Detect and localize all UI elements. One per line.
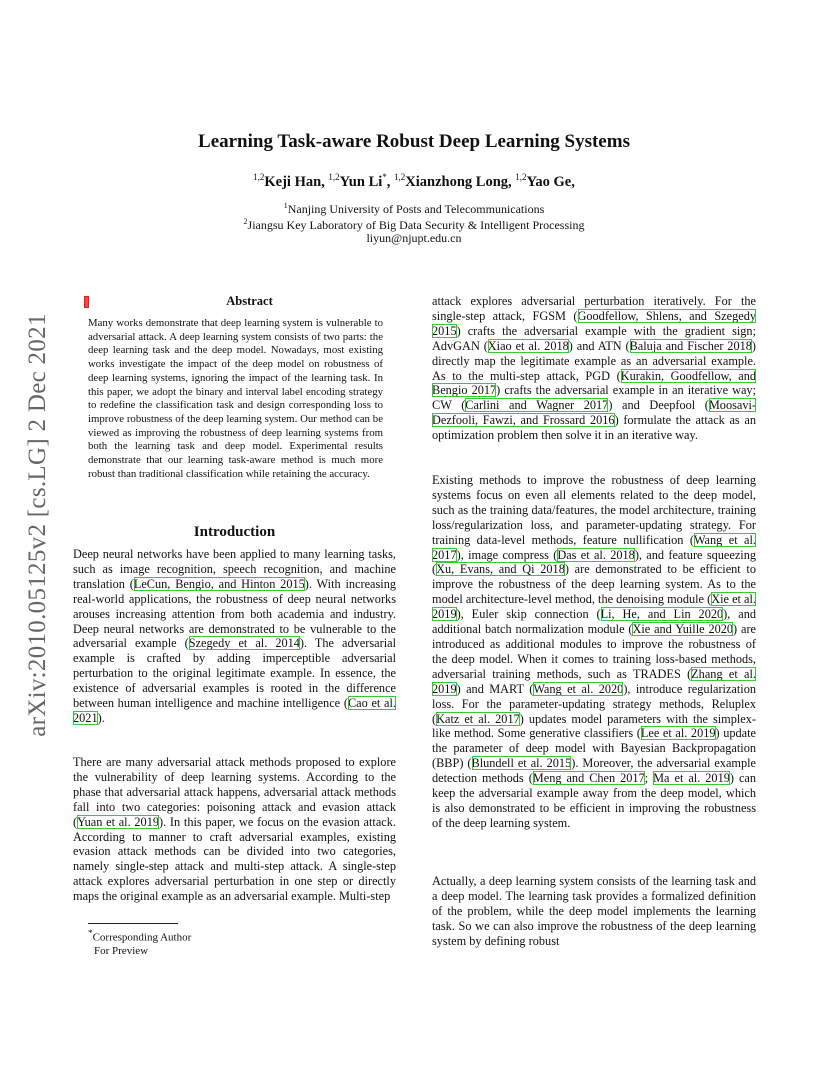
affiliation-2: $^2$Jiangsu Key Laboratory of Big Data Security & Intelligent Processing (243, 217, 585, 232)
citation-link[interactable]: Lee et al. 2019 (640, 726, 716, 741)
citation-link[interactable]: Katz et al. 2017 (436, 711, 520, 726)
citation-link[interactable]: Zhang et al. 2019 (432, 666, 756, 696)
intro-paragraph-1: Deep neural networks have been applied to many learning tasks, such as image recognition, speech recognition, and machine translation (LeCun, Bengio, and Hinton 2015). With increasing real-world applications, the robustness of deep neural networks arouses increasing attention from both academia and industry. Deep neural networks are demonstrated to be vulnerable to the adversarial example (Szegedy et al. 2014). The adversarial example is crafted by adding imperceptible adversarial perturbation to the original legitimate example. In essence, the existence of adversarial examples is rooted in the difference between human intelligence and machine intelligence (Cao et al. 2021). (73, 547, 396, 725)
citation-link[interactable]: Meng and Chen 2017 (532, 771, 645, 786)
citation-link[interactable]: Goodfellow, Shlens, and Szegedy 2015 (432, 308, 756, 338)
citation-link[interactable]: Baluja and Fischer 2018 (629, 338, 752, 353)
citation-link[interactable]: Ma et al. 2019 (653, 771, 730, 786)
right-paragraph-3: Actually, a deep learning system consists of the learning task and a deep model. The learning task provides a formalized definition of the problem, while the deep model implements the learning task. So we can also improve the robustness of the deep learning system by defining robust (432, 874, 756, 948)
right-paragraph-2: Existing methods to improve the robustness of deep learning systems focus on even all elements related to the deep model, such as the training data/features, the model architecture, training loss/regularization loss, and parameter-updating strategy. For training data-level methods, feature nullification (Wang et al. 2017), image compress (Das et al. 2018), and feature squeezing (Xu, Evans, and Qi 2018) are demonstrated to be efficient to improve the robustness of the deep learning system. As to the model architecture-level method, the denoising module (Xie et al. 2019), Euler skip connection (Li, He, and Lin 2020), and additional batch normalization module (Xie and Yuille 2020) are introduced as additional modules to improve the robustness of the deep model. When it comes to training loss-based methods, adversarial training methods, such as TRADES (Zhang et al. 2019) and MART (Wang et al. 2020), introduce regularization loss. For the parameter-updating strategy methods, Reluplex (Katz et al. 2017) updates model parameters with the simplex-like method. Some generative classifiers (Lee et al. 2019) update the parameter of deep model with Bayesian Backpropagation (BBP) (Blundell et al. 2015). Moreover, the adversarial example detection methods (Meng and Chen 2017; Ma et al. 2019) can keep the adversarial example away from the deep model, which is also demonstrated to be efficient in improving the robustness of the deep learning system. (432, 473, 757, 830)
citation-link[interactable]: LeCun, Bengio, and Hinton 2015 (133, 576, 305, 591)
author-list (0, 172, 828, 191)
footnote-line-1: *Corresponding Author (88, 928, 192, 944)
affiliation-1: $^1$Nanjing University of Posts and Telecommunications (283, 201, 545, 216)
abstract-heading: Abstract (226, 294, 273, 308)
author-2: $^{1,2}$Yun Li*, (328, 172, 391, 190)
citation-link[interactable]: Blundell et al. 2015 (471, 756, 572, 771)
citation-link[interactable]: Wang et al. 2020 (533, 681, 624, 696)
footnote (88, 927, 191, 958)
citation-link[interactable]: Wang et al. 2017 (432, 532, 756, 562)
citation-link[interactable]: Xie and Yuille 2020 (632, 622, 734, 637)
citation-link[interactable]: Kurakin, Goodfellow, and Bengio 2017 (432, 368, 756, 398)
citation-link[interactable]: Moosavi-Dezfooli, Fawzi, and Frossard 2016 (432, 398, 757, 428)
abstract-body: Many works demonstrate that deep learning system is vulnerable to adversarial attack. A deep learning system consists of two parts: the deep learning task and the deep model. Nowadays, most existing works investigate the impact of the deep model on robustness of deep learning systems, ignoring the impact of the learning task. In this paper, we adopt the binary and interval label encoding strategy to redefine the classification task and design corresponding loss to improve robustness of the deep learning system. Our method can be viewed as improving the robustness of deep learning systems from both the learning task and deep model. Experimental results demonstrate that our learning task-aware method is much more robust than traditional classification while retaining the accuracy. (88, 317, 383, 480)
arxiv-identifier-text: arXiv:2010.05125v2 [cs.LG] 2 Dec 2021 (24, 313, 51, 737)
paper-title: Learning Task-aware Robust Deep Learning Systems (198, 131, 630, 152)
citation-link[interactable]: Szegedy et al. 2014 (188, 636, 300, 651)
arxiv-identifier-sidebar (8, 290, 68, 760)
author-1: $^{1,2}$Keji Han, (253, 172, 325, 190)
footnote-line-2: For Preview (94, 944, 149, 957)
author-4: $^{1,2}$Yao Ge, (515, 172, 575, 190)
citation-link[interactable]: Xie et al. 2019 (432, 592, 756, 622)
footnote-divider (88, 923, 178, 924)
citation-link[interactable]: Yuan et al. 2019 (77, 814, 160, 829)
introduction-heading: Introduction (193, 524, 276, 540)
citation-link[interactable]: Cao et al. 2021 (73, 696, 396, 725)
right-paragraph-1: attack explores adversarial perturbation iteratively. For the single-step attack, FGSM (Goodfellow, Shlens, and Szegedy 2015) crafts the adversarial example with the gradient sign; AdvGAN (Xiao et al. 2018) and ATN (Baluja and Fischer 2018) directly map the legitimate example as an adversarial example. As to the multi-step attack, PGD (Kurakin, Goodfellow, and Bengio 2017) crafts the adversarial example in an iterative way; CW (Carlini and Wagner 2017) and Deepfool (Moosavi-Dezfooli, Fawzi, and Frossard 2016) formulate the attack as an optimization problem then solve it in an iterative way. (432, 294, 757, 443)
citation-link[interactable]: Li, He, and Lin 2020 (600, 607, 724, 622)
citation-link[interactable]: Xu, Evans, and Qi 2018 (436, 562, 565, 577)
citation-link[interactable]: Xiao et al. 2018 (487, 338, 569, 353)
author-3: $^{1,2}$Xianzhong Long, (394, 172, 512, 190)
citation-link[interactable]: Das et al. 2018 (557, 547, 635, 562)
intro-paragraph-2: There are many adversarial attack methods proposed to explore the vulnerability of deep learning systems. According to the phase that adversarial attack happens, adversarial attack methods fall into two categories: poisoning attack and evasion attack (Yuan et al. 2019). In this paper, we focus on the evasion attack. According to manner to craft adversarial examples, existing evasion attack methods can be divided into two categories, namely single-step attack and multi-step attack. A single-step attack explores adversarial perturbation in one step or directly maps the original example as an adversarial example. Multi-step (73, 755, 396, 904)
contact-email: liyun@njupt.edu.cn (366, 231, 462, 245)
citation-link[interactable]: Carlini and Wagner 2017 (465, 398, 609, 413)
